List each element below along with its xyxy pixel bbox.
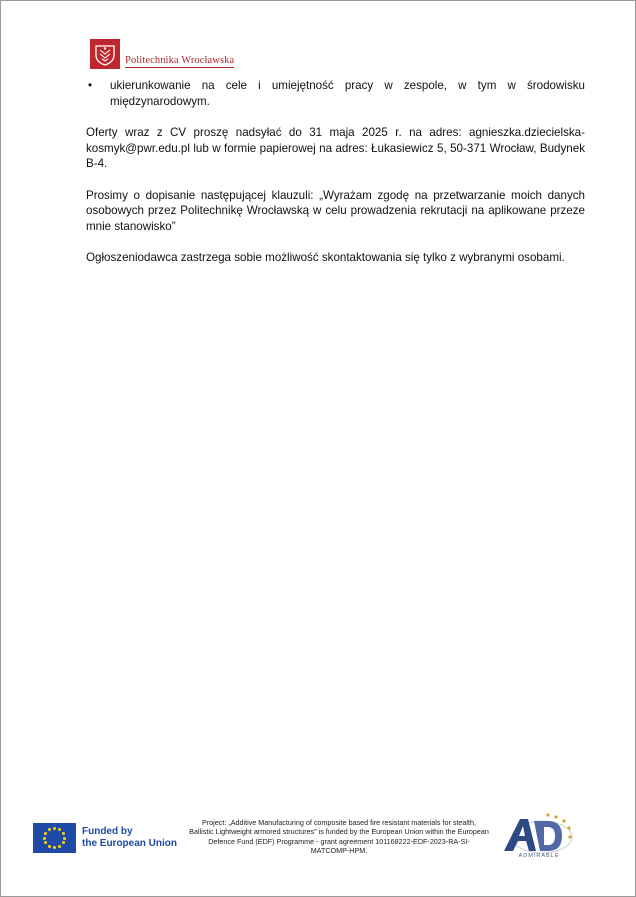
offers-paragraph: Oferty wraz z CV proszę nadsyłać do 31 maja 2025 r. na adres: agnieszka.dziecielska-kosmyk@pwr.edu.pl lub w formie papierowej na adres: Łukasiewicz 5, 50-371 Wrocław, Budynek B-4. — [86, 126, 585, 170]
eu-text-line2: the European Union — [82, 838, 177, 849]
eu-funding-text — [82, 826, 177, 851]
eu-text-line1: Funded by — [82, 825, 133, 837]
university-crest-icon — [90, 39, 120, 69]
university-name: Politechnika Wrocławska — [125, 55, 235, 66]
document-body — [86, 78, 585, 266]
university-logo — [90, 39, 234, 69]
bullet-icon: • — [88, 79, 93, 92]
contact-note-paragraph: Ogłoszeniodawca zastrzega sobie możliwość skontaktowania się tylko z wybranymi osobami. — [86, 251, 565, 264]
eu-flag-icon — [33, 823, 76, 853]
list-item — [86, 78, 585, 109]
admirable-label: ADMIRABLE — [518, 853, 560, 859]
list-item-text: ukierunkowanie na cele i umiejętność pracy w zespole, w tym w środowisku międzynarodowym. — [110, 79, 585, 108]
consent-clause-paragraph: Prosimy o dopisanie następującej klauzuli: „Wyrażam zgodę na przetwarzanie moich danych osobowych przez Politechnikę Wrocławską w celu prowadzenia rekrutacji na aplikowane przeze mnie stanowisko” — [86, 188, 585, 233]
project-funding-note: Project: „Additive Manufacturing of composite based fire resistant materials for stealth, Ballistic Lightweight armored structures” is funded by the European Union within the European Defence Fund (EDF) Programme - grant agreement 101168222-EDF-2023-RA-SI-MATCOMP-HPM. — [189, 818, 489, 855]
eu-funding-logo — [33, 823, 177, 853]
